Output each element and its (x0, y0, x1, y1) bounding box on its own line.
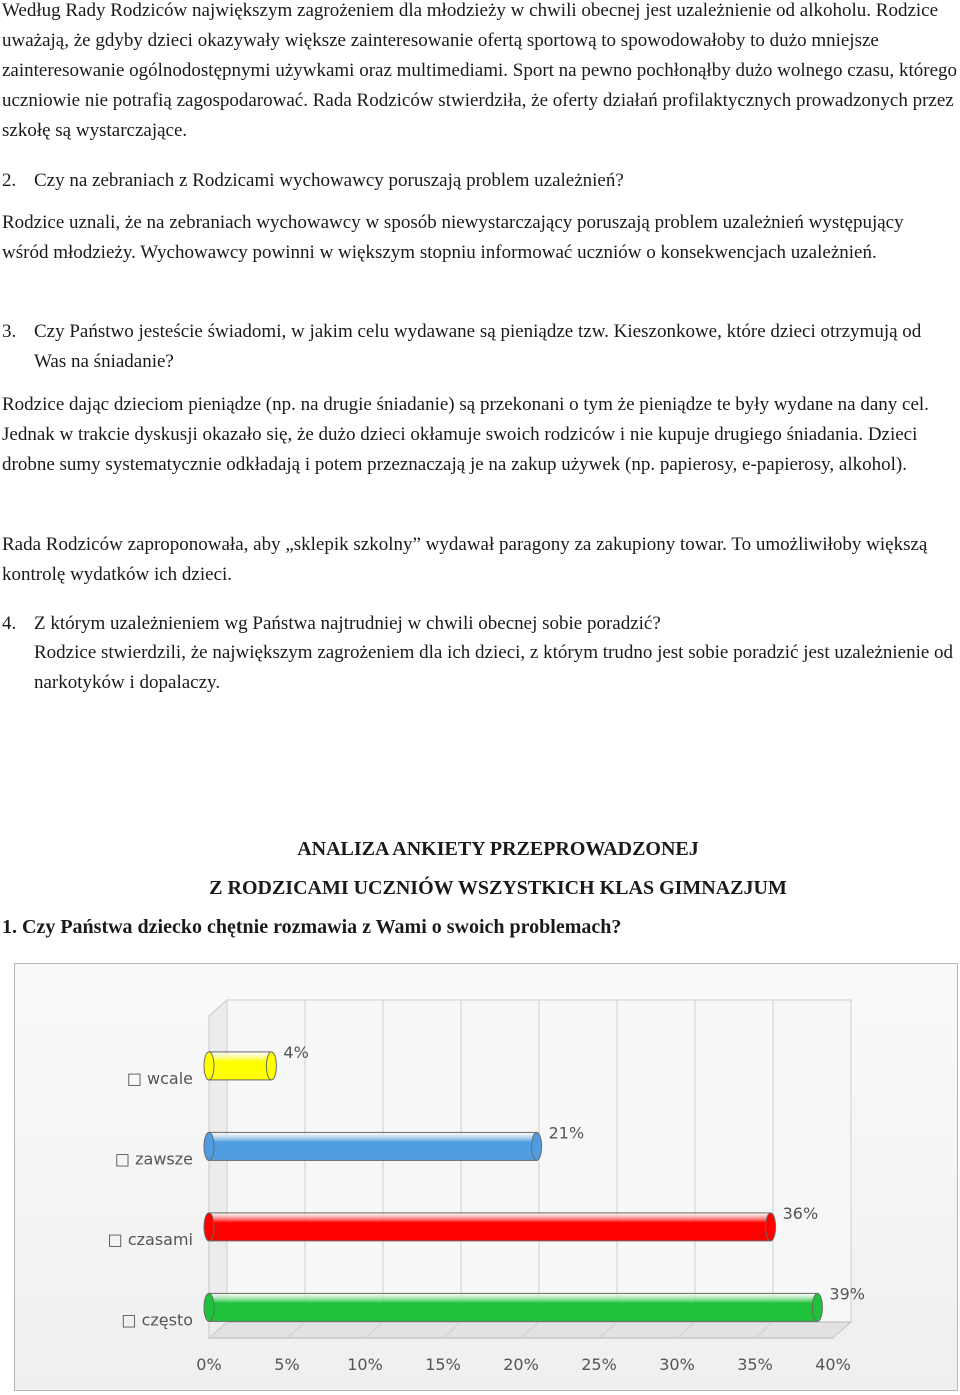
question-4-number: 4. (2, 613, 17, 634)
bar (209, 1132, 537, 1160)
question-3-number: 3. (2, 321, 17, 342)
bar (209, 1213, 771, 1241)
data-label: 4% (283, 1042, 309, 1062)
category-label: □ wcale (126, 1068, 193, 1088)
bar-chart (14, 963, 958, 1391)
data-label: 39% (829, 1284, 865, 1304)
x-tick-label: 25% (581, 1355, 617, 1374)
x-tick-label: 40% (815, 1355, 851, 1374)
bar-base (204, 1132, 214, 1160)
answer-3b: Rada Rodziców zaproponowała, aby „sklepik szkolny” wydawał paragony za zakupiony towar. To umożliwiłoby większą kontrolę wydatków ich dzieci. (2, 534, 928, 585)
answer-2: Rodzice uznali, że na zebraniach wychowawcy w sposób niewystarczający poruszają problem uzależnień występujący wśród młodzieży. Wychowawcy powinni w większym stopniu informować uczniów o konsekwencjach uzależnień. (2, 212, 904, 263)
bar-cap (266, 1052, 276, 1080)
section-title-line-1: ANALIZA ANKIETY PRZEPROWADZONEJ (297, 838, 699, 860)
category-label: □ zawsze (114, 1149, 193, 1169)
question-4-text: Z którym uzależnieniem wg Państwa najtrudniej w chwili obecnej sobie poradzić? (34, 613, 661, 634)
bar-chart-svg (15, 964, 957, 1390)
x-tick-label: 0% (196, 1355, 222, 1374)
bar-cap (532, 1132, 542, 1160)
bar-base (204, 1052, 214, 1080)
question-3-text: Czy Państwo jesteście świadomi, w jakim celu wydawane są pieniądze tzw. Kieszonkowe, które dzieci otrzymują od Was na śniadanie? (34, 321, 922, 372)
bar-cap (766, 1213, 776, 1241)
x-tick-label: 20% (503, 1355, 539, 1374)
bar (209, 1052, 271, 1080)
intro-paragraph: Według Rady Rodziców największym zagrożeniem dla młodzieży w chwili obecnej jest uzależnienie od alkoholu. Rodzice uważają, że gdyby dzieci okazywały większe zainteresowanie ofertą sportową to spowodowałoby to dużo mniejsze zainteresowanie ogólnodostępnymi używkami oraz multimediami. Sport na pewno pochłonąłby dużo wolnego czasu, którego uczniowie nie potrafią zagospodarować. Rada Rodziców stwierdziła, że oferty działań profilaktycznych prowadzonych przez szkołę są wystarczające. (2, 0, 958, 141)
bar (209, 1293, 817, 1321)
answer-3a: Rodzice dając dzieciom pieniądze (np. na drugie śniadanie) są przekonani o tym że pieniądze te były wydane na dany cel. Jednak w trakcie dyskusji okazało się, że dużo dzieci okłamuje swoich rodziców i nie kupuje drugiego śniadania. Dzieci drobne sumy systematycznie odkładają i potem przeznaczają je na zakup używek (np. papierosy, e-papierosy, alkohol). (2, 394, 929, 475)
x-tick-label: 5% (274, 1355, 300, 1374)
bar-cap (812, 1293, 822, 1321)
x-tick-label: 10% (347, 1355, 383, 1374)
x-tick-label: 35% (737, 1355, 773, 1374)
question-2-text: Czy na zebraniach z Rodzicami wychowawcy poruszają problem uzależnień? (34, 170, 624, 191)
data-label: 36% (782, 1203, 819, 1223)
section-title-line-2: Z RODZICAMI UCZNIÓW WSZYSTKICH KLAS GIMNAZJUM (209, 877, 787, 899)
category-label: □ często (121, 1310, 193, 1330)
question-2-number: 2. (2, 170, 17, 191)
category-label: □ czasami (107, 1229, 193, 1249)
x-tick-label: 30% (659, 1355, 695, 1374)
bar-base (204, 1293, 214, 1321)
data-label: 21% (548, 1123, 585, 1143)
bar-base (204, 1213, 214, 1241)
answer-4: Rodzice stwierdzili, że największym zagrożeniem dla ich dzieci, z którym trudno jest sobie poradzić jest uzależnienie od narkotyków i dopalaczy. (34, 642, 954, 693)
survey-question-1: 1. Czy Państwa dziecko chętnie rozmawia z Wami o swoich problemach? (2, 916, 622, 938)
chart-side-wall (209, 1000, 227, 1338)
x-tick-label: 15% (425, 1355, 461, 1374)
